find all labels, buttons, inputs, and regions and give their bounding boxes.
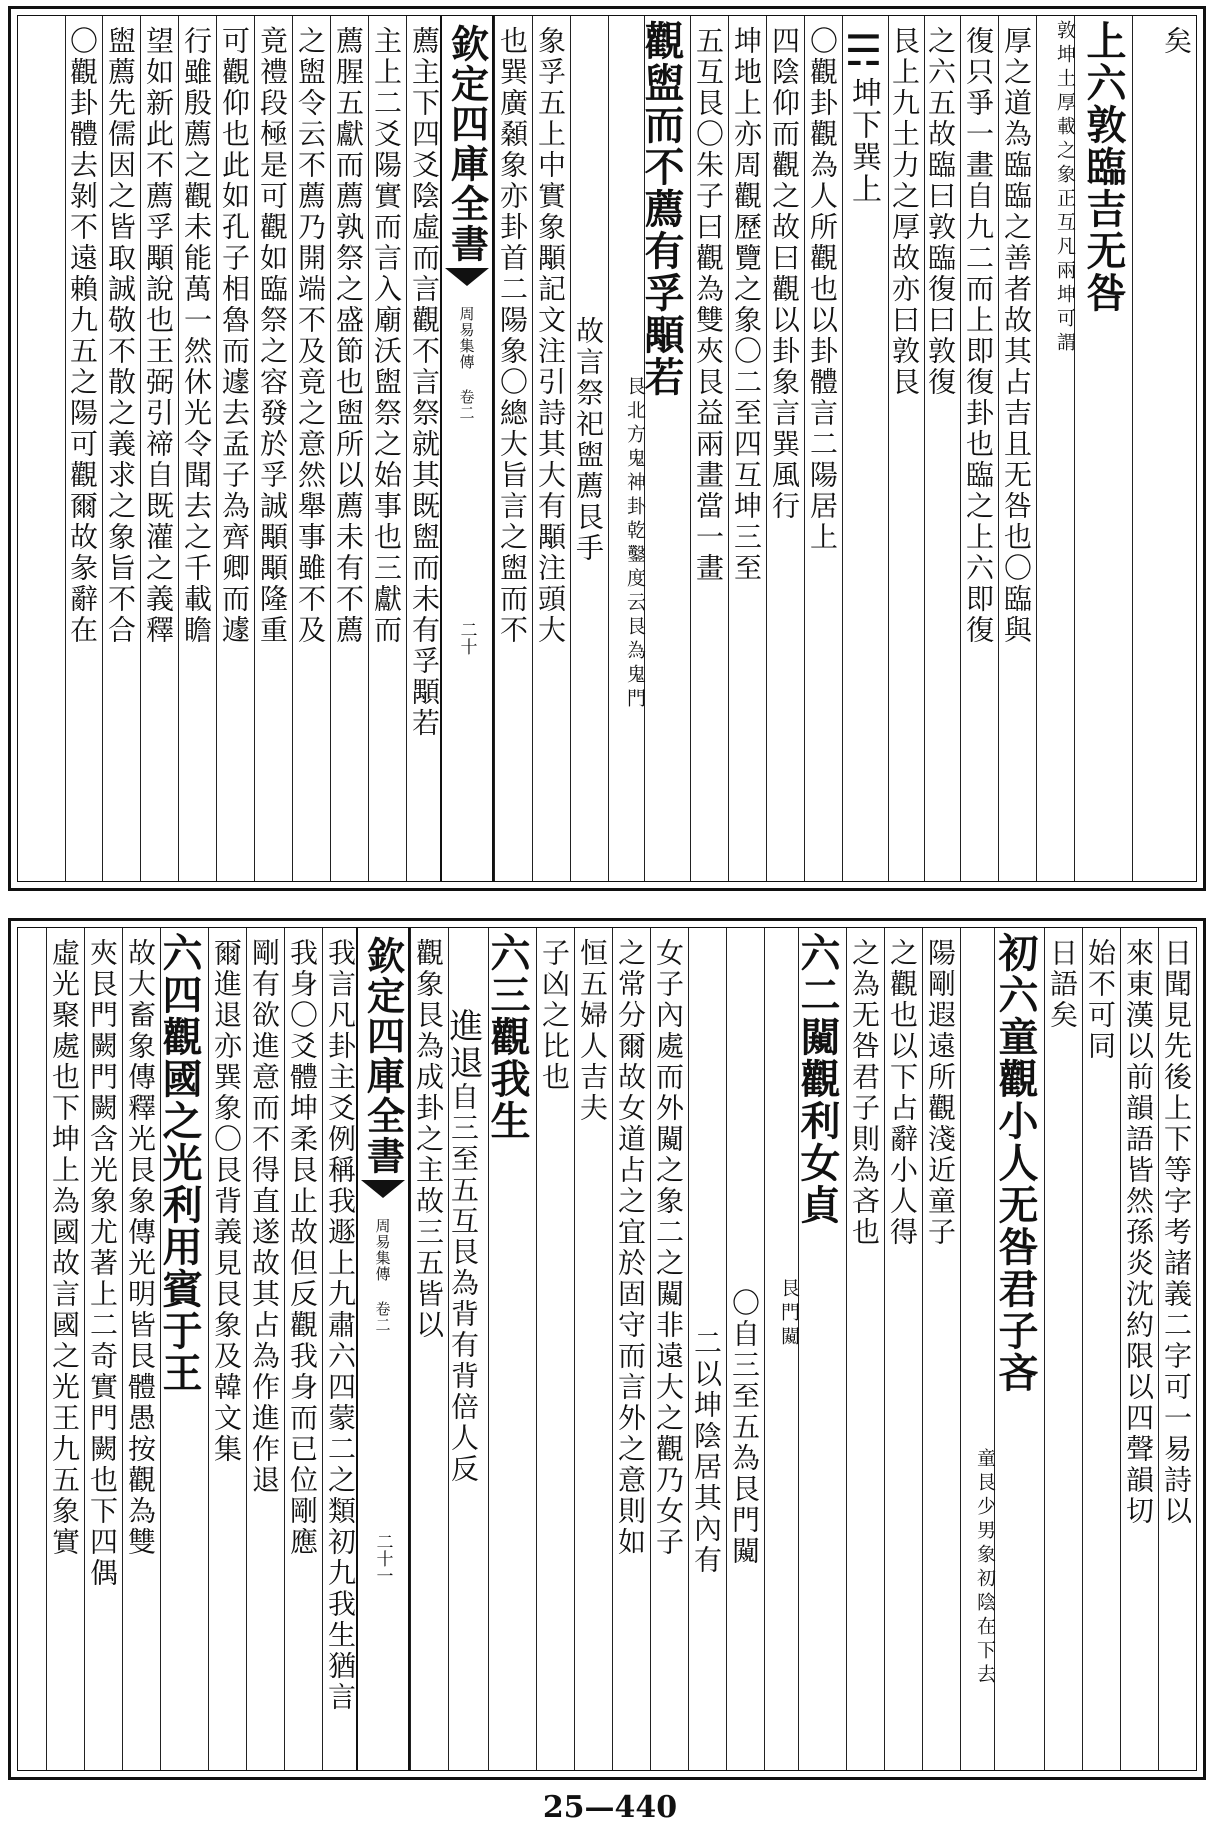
text-column: 象孚五上中實象顒記文注引詩其大有顒注頭大 — [532, 16, 570, 881]
text-column: 行雖殷薦之觀未能萬一然休光令聞去之千載瞻 — [178, 16, 216, 881]
text-column: 女子內處而外闚之象二之闚非遠大之觀乃女子 — [650, 928, 688, 1770]
fish-tail-mark — [445, 268, 489, 286]
top-heading-2-note: 艮北方鬼神卦乾鑿度云艮為鬼門 — [608, 16, 644, 881]
top-heading-1-note: 敦坤土厚載之象正互凡兩坤可謂 — [1036, 16, 1074, 881]
bottom-page-number: 二十一 — [372, 1533, 393, 1584]
bottom-heading-2: 六二闚觀利女貞 — [798, 928, 846, 1770]
text-column: 厚之道為臨臨之善者故其占吉且无咎也〇臨與 — [998, 16, 1036, 881]
bottom-heading-1-note: 童艮少男象初陰在下去 — [960, 928, 994, 1770]
text-column: 觀象艮為成卦之主故三五皆以 — [410, 928, 448, 1770]
text-column: 始不可同 — [1082, 928, 1120, 1770]
text-column: 之常分爾故女道占之宜於固守而言外之意則如 — [612, 928, 650, 1770]
bottom-heading-4: 六四觀國之光利用賓于王 — [160, 928, 208, 1770]
text-column: 二以坤陰居其內有 — [688, 928, 726, 1770]
text-column: 恒五婦人吉夫 — [574, 928, 612, 1770]
text-column: 之觀也以下占辭小人得 — [884, 928, 922, 1770]
hexagram-symbol: ☴ — [839, 26, 888, 77]
text-column: 之盥令云不薦乃開端不及竟之意然舉事雖不及 — [292, 16, 330, 881]
fish-tail-mark — [361, 1180, 405, 1198]
top-page — [0, 0, 1220, 905]
text-column: 虛光聚處也下坤上為國故言國之光王九五象實 — [46, 928, 84, 1770]
text-column: 來東漢以前韻語皆然孫炎沈約限以四聲韻切 — [1120, 928, 1158, 1770]
top-heading-2: 觀盥而不薦有孚顒若 — [644, 16, 690, 881]
text-column: 進退自三至五互艮為背有背倍人反 — [448, 928, 488, 1770]
text-column: 我身〇爻體坤柔艮止故但反觀我身而已位剛應 — [284, 928, 322, 1770]
top-edge-column — [1132, 16, 1196, 881]
bottom-page-frame — [8, 918, 1206, 1780]
text-column: 日聞見先後上下等字考諸義二字可一易詩以 — [1158, 928, 1196, 1770]
text-column: 可觀仰也此如孔子相魯而遽去孟子為齊卿而遽 — [216, 16, 254, 881]
text-column: 艮上九土力之厚故亦曰敦艮 — [888, 16, 924, 881]
top-center-sub: 周易集傳 卷二 — [457, 306, 476, 421]
text-column: 四陰仰而觀之故曰觀以卦象言巽風行 — [766, 16, 804, 881]
text-column: 坤地上亦周觀歷覽之象〇二至四互坤三至 — [728, 16, 766, 881]
text-column: 〇自三至五為艮門闚 — [726, 928, 764, 1770]
bottom-page — [0, 912, 1220, 1790]
text-column: 故大畜象傳釋光艮象傳光明皆艮體愚按觀為雙 — [122, 928, 160, 1770]
text-column: 剛有欲進意而不得直遂故其占為作進作退 — [246, 928, 284, 1770]
text-column: 〇觀卦觀為人所觀也以卦體言二陽居上 — [804, 16, 842, 881]
text-column: 我言凡卦主爻例稱我遯上九肅六四蒙二之類初九我生猶言 — [322, 928, 360, 1770]
text-column: 夾艮門闕門闕含光象尤著上二奇實門闕也下四偶 — [84, 928, 122, 1770]
top-heading-1: 上六敦臨吉无咎 — [1074, 16, 1132, 881]
top-page-frame — [8, 6, 1206, 891]
bottom-heading-2-note: 艮門闚 — [764, 928, 798, 1770]
text-column: 〇觀卦體去剝不遠賴九五之陽可觀爾故彖辭在 — [65, 16, 102, 881]
text-column: 之六五故臨曰敦臨復曰敦復 — [924, 16, 960, 881]
text-column: 子凶之比也 — [536, 928, 574, 1770]
text-column: 也巽廣顙象亦卦首二陽象〇總大旨言之盥而不 — [494, 16, 532, 881]
page-footer-number: 25—440 — [542, 1790, 678, 1825]
bottom-center-sub: 周易集傳 卷二 — [373, 1218, 392, 1333]
bottom-center-column — [356, 928, 410, 1770]
bottom-heading-1: 初六童觀小人无咎君子吝 — [994, 928, 1044, 1770]
top-center-title: 欽定四庫全書 — [444, 24, 490, 264]
text-column: 日語矣 — [1044, 928, 1082, 1770]
text-column: 望如新此不薦孚顒說也王弼引禘自既灌之義釋 — [140, 16, 178, 881]
hexagram-column — [839, 16, 888, 881]
bottom-page-inner — [17, 927, 1197, 1771]
top-page-inner — [17, 15, 1197, 882]
text-column: 薦腥五獻而薦孰祭之盛節也盥所以薦未有不薦 — [330, 16, 368, 881]
text-column: 復只爭一畫自九二而上即復卦也臨之上六即復 — [960, 16, 998, 881]
top-center-column — [440, 16, 494, 881]
text-column: 爾進退亦巽象〇艮背義見艮象及韓文集 — [208, 928, 246, 1770]
bottom-heading-3: 六三觀我生 — [488, 928, 536, 1770]
text-column: 五互艮〇朱子曰觀為雙夾艮益兩畫當一畫 — [690, 16, 728, 881]
text-column: 陽剛遐遠所觀淺近童子 — [922, 928, 960, 1770]
bottom-center-title: 欽定四庫全書 — [360, 936, 406, 1176]
hexagram-label: 坤下巽上 — [846, 77, 881, 205]
top-page-number: 二十 — [456, 621, 477, 655]
text-column: 之為无咎君子則為吝也 — [846, 928, 884, 1770]
text-column: 盥薦先儒因之皆取誠敬不散之義求之象旨不合 — [102, 16, 140, 881]
text-column: 竟禮段極是可觀如臨祭之容發於孚誠顒顒隆重 — [254, 16, 292, 881]
top-edge-char: 矣 — [1160, 26, 1193, 57]
text-column: 薦主下四爻陰虛而言觀不言祭就其既盥而未有孚顒若 — [406, 16, 444, 881]
text-column: 故言祭祀盥薦艮手 — [570, 16, 608, 881]
text-column: 主上二爻陽實而言入廟沃盥祭之始事也三獻而 — [368, 16, 406, 881]
